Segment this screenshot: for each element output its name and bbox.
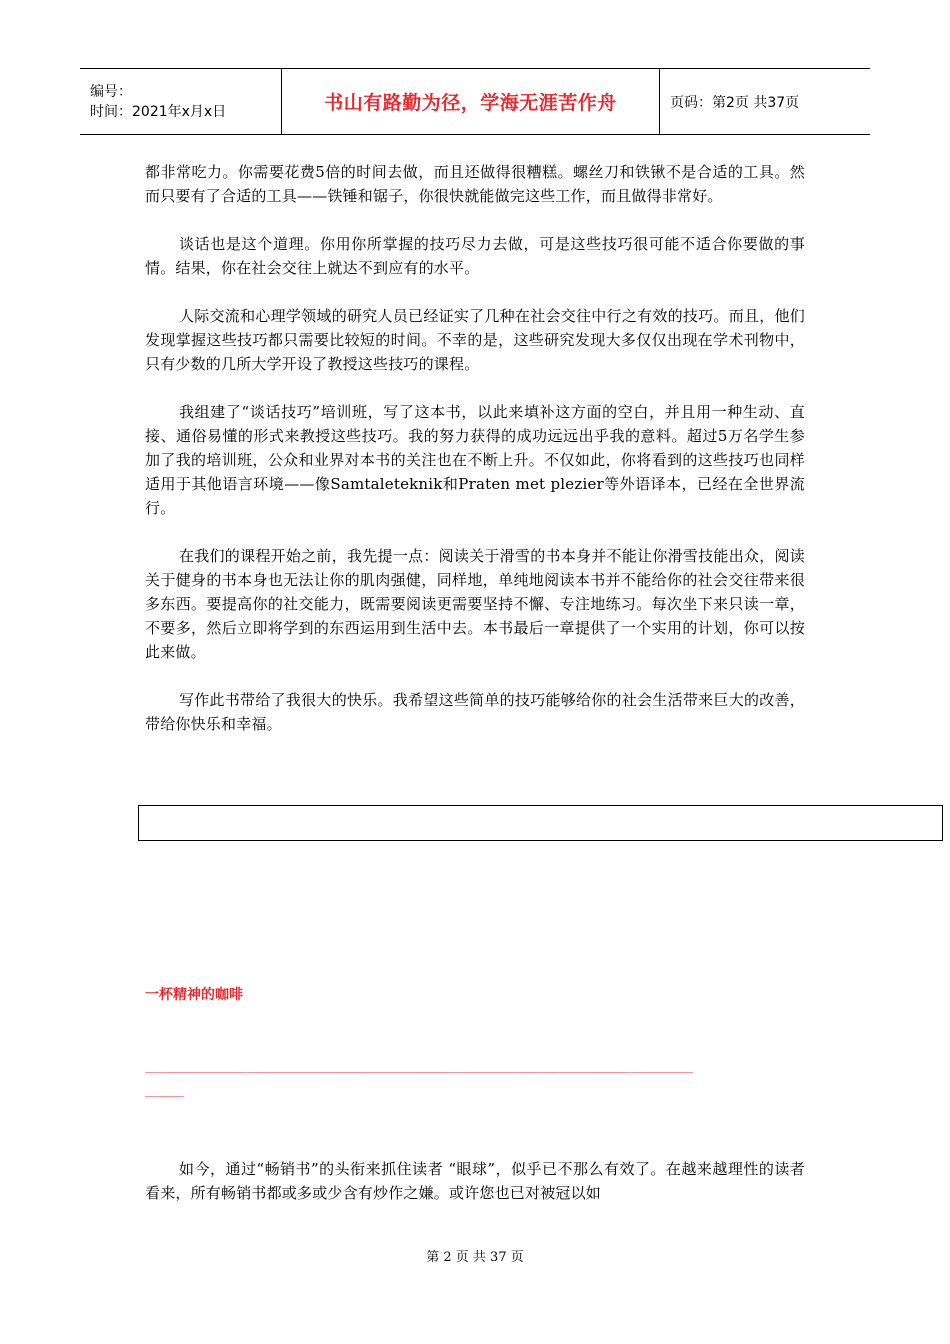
- document-number-label: 编号：: [90, 83, 132, 100]
- section-body: [145, 1157, 805, 1229]
- body-text: [145, 160, 805, 760]
- header-meta-cell: [80, 69, 282, 135]
- document-header: [80, 68, 870, 135]
- empty-text-box: [138, 805, 943, 841]
- paragraph: 在我们的课程开始之前，我先提一点：阅读关于滑雪的书本身并不能让你滑雪技能出众，阅读关于健身的书本身也无法让你的肌肉强健，同样地，单纯地阅读本书并不能给你的社会交往带来很多东西。要提高你的社交能力，既需要阅读更需要坚持不懈、专注地练习。每次坐下来只读一章，不要多，然后立即将学到的东西运用到生活中去。本书最后一章提供了一个实用的计划，你可以按此来做。: [145, 547, 805, 661]
- paragraph: 如今，通过“畅销书”的头衔来抓住读者 “眼球”，似乎已不那么有效了。在越来越理性的读者看来，所有畅销书都或多或少含有炒作之嫌。或许您也已对被冠以如: [145, 1160, 805, 1202]
- paragraph: 写作此书带给了我很大的快乐。我希望这些简单的技巧能够给你的社会生活带来巨大的改善，带给你快乐和幸福。: [145, 691, 805, 733]
- section-heading: 一杯精神的咖啡: [145, 987, 243, 1003]
- paragraph-continuation: 都非常吃力。你需要花费5倍的时间去做，而且还做得很糟糕。螺丝刀和铁锹不是合适的工具。然而只要有了合适的工具——铁锤和锯子，你很快就能做完这些工作，而且做得非常好。: [145, 163, 805, 205]
- paragraph: 谈话也是这个道理。你用你所掌握的技巧尽力去做，可是这些技巧很可能不适合你要做的事情。结果，你在社会交往上就达不到应有的水平。: [145, 235, 805, 277]
- paragraph: 人际交流和心理学领域的研究人员已经证实了几种在社会交往中行之有效的技巧。而且，他们发现掌握这些技巧都只需要比较短的时间。不幸的是，这些研究发现大多仅仅出现在学术刊物中，只有少数的几所大学开设了教授这些技巧的课程。: [145, 307, 805, 373]
- page-footer: 第 2 页 共 37 页: [426, 1250, 524, 1265]
- header-page-info: 页码：第2页 共37页: [670, 94, 800, 111]
- document-date: 时间：2021年x月x日: [90, 103, 227, 120]
- paragraph: 我组建了“谈话技巧”培训班，写了这本书，以此来填补这方面的空白，并且用一种生动、直接、通俗易懂的形式来教授这些技巧。我的努力获得的成功远远出乎我的意料。超过5万名学生参加了我的培训班，公众和业界对本书的关注也在不断上升。不仅如此，你将看到的这些技巧也同样适用于其他语言环境——像Samtaleteknik和Praten met plezier等外语译本，已经在全世界流行。: [145, 403, 805, 517]
- section-separator-rule: ______________________________________________________________________ _____: [145, 1059, 693, 1098]
- header-motto: 书山有路勤为径，学海无涯苦作舟: [324, 92, 617, 114]
- header-page-cell: [660, 69, 871, 135]
- header-motto-cell: [282, 69, 660, 135]
